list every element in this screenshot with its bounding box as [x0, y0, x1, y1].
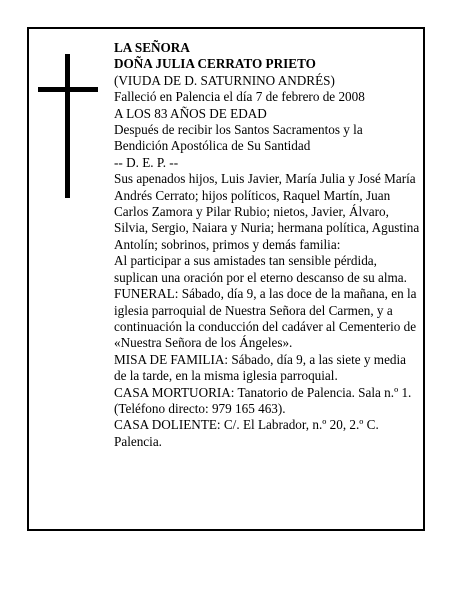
death-notice: Falleció en Palencia el día 7 de febrero de 2008	[114, 89, 365, 105]
family-mass-paragraph: MISA DE FAMILIA: Sábado, día 9, a las siete y media de la tarde, en la misma iglesia parroquial.	[114, 351, 407, 384]
age-line: A LOS 83 AÑOS DE EDAD	[114, 105, 267, 121]
cross-icon	[38, 54, 98, 198]
deceased-name: DOÑA JULIA CERRATO PRIETO	[114, 56, 316, 72]
cross-horizontal-bar	[38, 87, 98, 92]
cross-vertical-bar	[65, 54, 70, 198]
rip-line: -- D. E. P. --	[114, 154, 179, 170]
funeral-paragraph: FUNERAL: Sábado, día 9, a las doce de la mañana, en la iglesia parroquial de Nuestra Señora del Carmen, y a continuación la conducción del cadáver al Cementerio de «Nuestra Señora de los Ángeles».	[114, 286, 417, 351]
obituary-text	[114, 40, 420, 450]
family-paragraph: Sus apenados hijos, Luis Javier, María Julia y José María Andrés Cerrato; hijos políticos, Raquel Martín, Juan Carlos Zamora y Pilar Rubio; nietos, Javier, Álvaro, Silvia, Sergio, Naiara y Nuria; hermana política, Agustina Antolín; sobrinos, primos y demás familia:	[114, 171, 420, 252]
request-paragraph: Al participar a sus amistades tan sensible pérdida, suplican una oración por el eterno descanso de su alma.	[114, 253, 407, 285]
widow-line: (VIUDA DE D. SATURNINO ANDRÉS)	[114, 72, 335, 88]
obituary-title: LA SEÑORA	[114, 40, 190, 55]
mortuary-paragraph: CASA MORTUORIA: Tanatorio de Palencia. Sala n.º 1. (Teléfono directo: 979 165 463).	[114, 384, 412, 416]
sacraments-paragraph: Después de recibir los Santos Sacramentos y la Bendición Apostólica de Su Santidad	[114, 122, 363, 154]
mourning-house-paragraph: CASA DOLIENTE: C/. El Labrador, n.º 20, 2.º C. Palencia.	[114, 417, 379, 449]
